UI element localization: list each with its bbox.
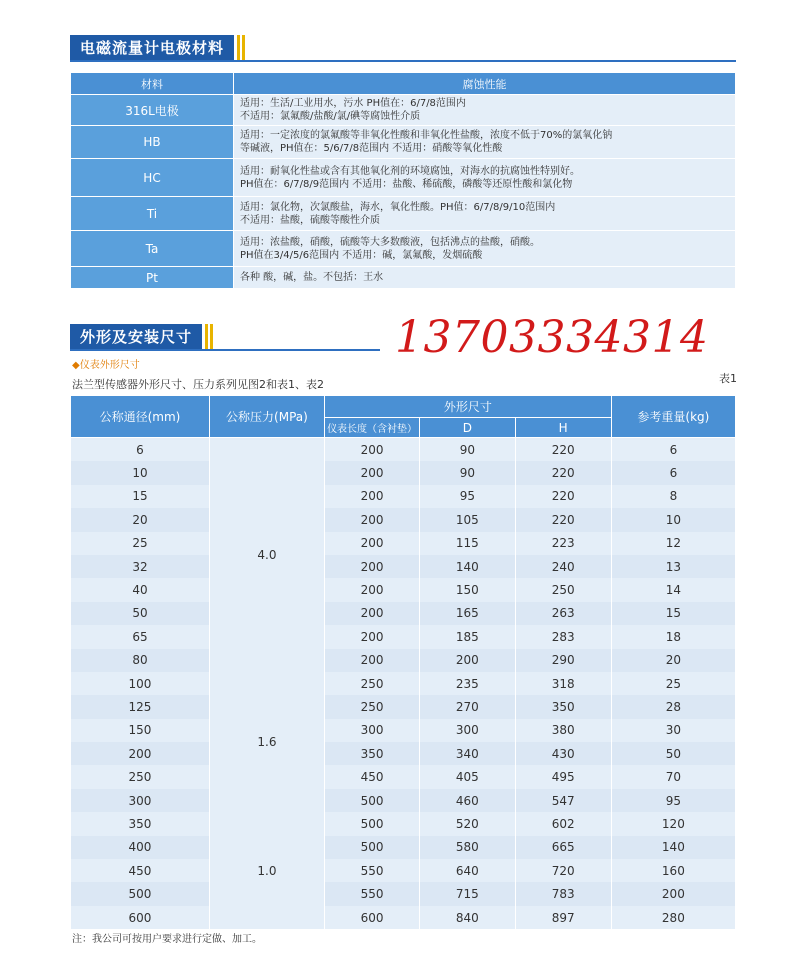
cell-h: 318 xyxy=(515,672,611,695)
cell-weight: 25 xyxy=(611,672,735,695)
table-row xyxy=(71,789,736,812)
table-row xyxy=(71,649,736,672)
material-desc-line: 适用：生活/工业用水，污水 PH值在：6/7/8范围内 xyxy=(240,98,466,109)
cell-weight: 18 xyxy=(611,625,735,648)
cell-length: 600 xyxy=(324,906,419,929)
cell-dn: 6 xyxy=(71,438,210,462)
cell-length: 550 xyxy=(324,859,419,882)
cell-length: 200 xyxy=(324,602,419,625)
cell-h: 220 xyxy=(515,438,611,462)
table-row xyxy=(71,672,736,695)
cell-h: 350 xyxy=(515,695,611,718)
table-row xyxy=(71,485,736,508)
material-desc xyxy=(234,231,736,267)
cell-dn: 10 xyxy=(71,461,210,484)
cell-weight: 280 xyxy=(611,906,735,929)
cell-d: 340 xyxy=(420,742,515,765)
cell-d: 640 xyxy=(420,859,515,882)
table-row xyxy=(71,859,736,882)
table-number-label: 表1 xyxy=(719,372,737,385)
cell-pressure: 1.6 xyxy=(209,672,324,812)
table-row xyxy=(71,695,736,718)
table-row xyxy=(71,812,736,835)
cell-length: 200 xyxy=(324,438,419,462)
cell-length: 250 xyxy=(324,672,419,695)
cell-d: 270 xyxy=(420,695,515,718)
cell-length: 200 xyxy=(324,649,419,672)
cell-weight: 30 xyxy=(611,719,735,742)
cell-weight: 8 xyxy=(611,485,735,508)
cell-length: 200 xyxy=(324,625,419,648)
cell-dn: 250 xyxy=(71,765,210,788)
material-desc-line: 不适用：氯氟酸/盐酸/氯/碘等腐蚀性介质 xyxy=(240,111,421,122)
material-name: 316L电极 xyxy=(71,95,234,126)
cell-d: 185 xyxy=(420,625,515,648)
cell-weight: 120 xyxy=(611,812,735,835)
cell-h: 283 xyxy=(515,625,611,648)
cell-h: 220 xyxy=(515,485,611,508)
cell-dn: 600 xyxy=(71,906,210,929)
title-accent-bar xyxy=(242,35,245,61)
cell-d: 95 xyxy=(420,485,515,508)
cell-h: 263 xyxy=(515,602,611,625)
cell-dn: 100 xyxy=(71,672,210,695)
cell-length: 300 xyxy=(324,719,419,742)
table-row xyxy=(71,625,736,648)
cell-weight: 95 xyxy=(611,789,735,812)
section-title-text: 外形及安装尺寸 xyxy=(70,324,202,350)
cell-pressure: 1.0 xyxy=(209,812,324,929)
table-row xyxy=(71,438,736,462)
cell-d: 90 xyxy=(420,461,515,484)
material-desc xyxy=(234,267,736,289)
cell-d: 580 xyxy=(420,836,515,859)
cell-h: 220 xyxy=(515,508,611,531)
cell-length: 500 xyxy=(324,836,419,859)
cell-length: 200 xyxy=(324,508,419,531)
cell-d: 235 xyxy=(420,672,515,695)
cell-length: 250 xyxy=(324,695,419,718)
cell-h: 290 xyxy=(515,649,611,672)
footnote: 注：我公司可按用户要求进行定做、加工。 xyxy=(72,934,262,945)
col-header-h: H xyxy=(515,418,611,438)
table-row xyxy=(71,197,736,231)
cell-weight: 10 xyxy=(611,508,735,531)
cell-h: 223 xyxy=(515,532,611,555)
cell-h: 240 xyxy=(515,555,611,578)
material-desc xyxy=(234,197,736,231)
material-desc-line: 适用：耐氧化性盐或含有其他氧化剂的环境腐蚀，对海水的抗腐蚀性特别好。 xyxy=(240,165,580,177)
cell-dn: 50 xyxy=(71,602,210,625)
material-desc-line: 等碱液，PH值在：5/6/7/8范围内 不适用：硝酸等氧化性酸 xyxy=(240,143,503,154)
title-accent-bar xyxy=(210,324,213,350)
title-accent-bar xyxy=(205,324,208,350)
cell-dn: 150 xyxy=(71,719,210,742)
col-header-length: 仪表长度（含衬垫） xyxy=(324,418,419,438)
cell-weight: 28 xyxy=(611,695,735,718)
electrode-material-table xyxy=(70,72,736,289)
cell-d: 140 xyxy=(420,555,515,578)
cell-d: 405 xyxy=(420,765,515,788)
dimension-table xyxy=(70,395,736,929)
cell-length: 450 xyxy=(324,765,419,788)
cell-h: 547 xyxy=(515,789,611,812)
cell-weight: 50 xyxy=(611,742,735,765)
cell-h: 720 xyxy=(515,859,611,882)
col-header-dn: 公称通径(mm) xyxy=(71,396,210,438)
col-header-d: D xyxy=(420,418,515,438)
cell-d: 715 xyxy=(420,882,515,905)
cell-dn: 500 xyxy=(71,882,210,905)
cell-weight: 6 xyxy=(611,461,735,484)
material-desc xyxy=(234,159,736,197)
table-row xyxy=(71,267,736,289)
table-row xyxy=(71,578,736,601)
cell-dn: 25 xyxy=(71,532,210,555)
cell-d: 105 xyxy=(420,508,515,531)
cell-dn: 400 xyxy=(71,836,210,859)
cell-weight: 12 xyxy=(611,532,735,555)
cell-h: 602 xyxy=(515,812,611,835)
cell-weight: 20 xyxy=(611,649,735,672)
cell-h: 897 xyxy=(515,906,611,929)
material-desc-line: 各种 酸，碱，盐。不包括：王水 xyxy=(240,272,384,283)
cell-pressure: 4.0 xyxy=(209,438,324,672)
cell-dn: 15 xyxy=(71,485,210,508)
material-desc xyxy=(234,95,736,126)
cell-length: 350 xyxy=(324,742,419,765)
table-row xyxy=(71,508,736,531)
table-row xyxy=(71,159,736,197)
cell-length: 200 xyxy=(324,578,419,601)
cell-length: 200 xyxy=(324,532,419,555)
cell-dn: 300 xyxy=(71,789,210,812)
material-desc xyxy=(234,126,736,159)
cell-h: 250 xyxy=(515,578,611,601)
material-name: Ta xyxy=(71,231,234,267)
cell-weight: 15 xyxy=(611,602,735,625)
cell-h: 430 xyxy=(515,742,611,765)
cell-h: 495 xyxy=(515,765,611,788)
table-row xyxy=(71,602,736,625)
material-desc-line: 不适用：盐酸，硫酸等酸性介质 xyxy=(240,214,380,226)
col-header-corrosion: 腐蚀性能 xyxy=(234,73,736,95)
subheading-dimensions: ◆仪表外形尺寸 xyxy=(72,360,140,371)
cell-weight: 200 xyxy=(611,882,735,905)
cell-weight: 6 xyxy=(611,438,735,462)
cell-length: 200 xyxy=(324,485,419,508)
table-row xyxy=(71,126,736,159)
material-name: Ti xyxy=(71,197,234,231)
col-header-pn: 公称压力(MPa) xyxy=(209,396,324,438)
table-row xyxy=(71,906,736,929)
table-row xyxy=(71,719,736,742)
cell-d: 460 xyxy=(420,789,515,812)
cell-length: 500 xyxy=(324,789,419,812)
cell-h: 783 xyxy=(515,882,611,905)
cell-h: 380 xyxy=(515,719,611,742)
col-header-outer: 外形尺寸 xyxy=(324,396,611,418)
material-desc-line: 适用：氯化物，次氯酸盐，海水，氧化性酸。PH值：6/7/8/9/10范围内 xyxy=(240,201,556,213)
cell-length: 200 xyxy=(324,461,419,484)
section-title-dimensions xyxy=(70,324,213,350)
subheading-description: 法兰型传感器外形尺寸、压力系列见图2和表1、表2 xyxy=(72,378,324,391)
cell-dn: 125 xyxy=(71,695,210,718)
table-row xyxy=(71,95,736,126)
table-row xyxy=(71,231,736,267)
material-desc-line: PH值在：6/7/8/9范围内 不适用：盐酸、稀硫酸，磷酸等还原性酸和氯化物 xyxy=(240,178,573,190)
cell-length: 550 xyxy=(324,882,419,905)
phone-watermark: 13703334314 xyxy=(395,312,709,363)
cell-weight: 140 xyxy=(611,836,735,859)
cell-weight: 14 xyxy=(611,578,735,601)
cell-length: 200 xyxy=(324,555,419,578)
table-row xyxy=(71,765,736,788)
cell-dn: 20 xyxy=(71,508,210,531)
cell-d: 150 xyxy=(420,578,515,601)
cell-d: 520 xyxy=(420,812,515,835)
material-desc-line: 适用：浓盐酸，硝酸，硫酸等大多数酸液，包括沸点的盐酸，硝酸。 xyxy=(240,236,540,248)
cell-d: 90 xyxy=(420,438,515,462)
cell-dn: 200 xyxy=(71,742,210,765)
section-divider xyxy=(70,349,380,351)
section-divider xyxy=(70,60,736,62)
section-title-electrode-materials xyxy=(70,35,245,61)
table-row xyxy=(71,882,736,905)
cell-d: 200 xyxy=(420,649,515,672)
table-row xyxy=(71,532,736,555)
cell-weight: 13 xyxy=(611,555,735,578)
cell-h: 665 xyxy=(515,836,611,859)
cell-weight: 160 xyxy=(611,859,735,882)
cell-dn: 65 xyxy=(71,625,210,648)
cell-dn: 32 xyxy=(71,555,210,578)
cell-dn: 80 xyxy=(71,649,210,672)
table-row xyxy=(71,742,736,765)
material-name: Pt xyxy=(71,267,234,289)
cell-dn: 450 xyxy=(71,859,210,882)
table-row xyxy=(71,555,736,578)
cell-dn: 350 xyxy=(71,812,210,835)
material-desc-line: 适用：一定浓度的氯氟酸等非氧化性酸和非氧化性盐酸，浓度不低于70%的氯氧化钠 xyxy=(240,130,613,141)
title-accent-bar xyxy=(237,35,240,61)
table-row xyxy=(71,836,736,859)
cell-d: 840 xyxy=(420,906,515,929)
table-row xyxy=(71,461,736,484)
cell-d: 300 xyxy=(420,719,515,742)
section-title-text: 电磁流量计电极材料 xyxy=(70,35,234,61)
cell-length: 500 xyxy=(324,812,419,835)
cell-dn: 40 xyxy=(71,578,210,601)
cell-d: 165 xyxy=(420,602,515,625)
col-header-weight: 参考重量(kg) xyxy=(611,396,735,438)
material-desc-line: PH值在3/4/5/6范围内 不适用：碱，氯氟酸，发烟硫酸 xyxy=(240,249,483,261)
cell-weight: 70 xyxy=(611,765,735,788)
cell-h: 220 xyxy=(515,461,611,484)
material-name: HB xyxy=(71,126,234,159)
cell-d: 115 xyxy=(420,532,515,555)
material-name: HC xyxy=(71,159,234,197)
col-header-material: 材料 xyxy=(71,73,234,95)
